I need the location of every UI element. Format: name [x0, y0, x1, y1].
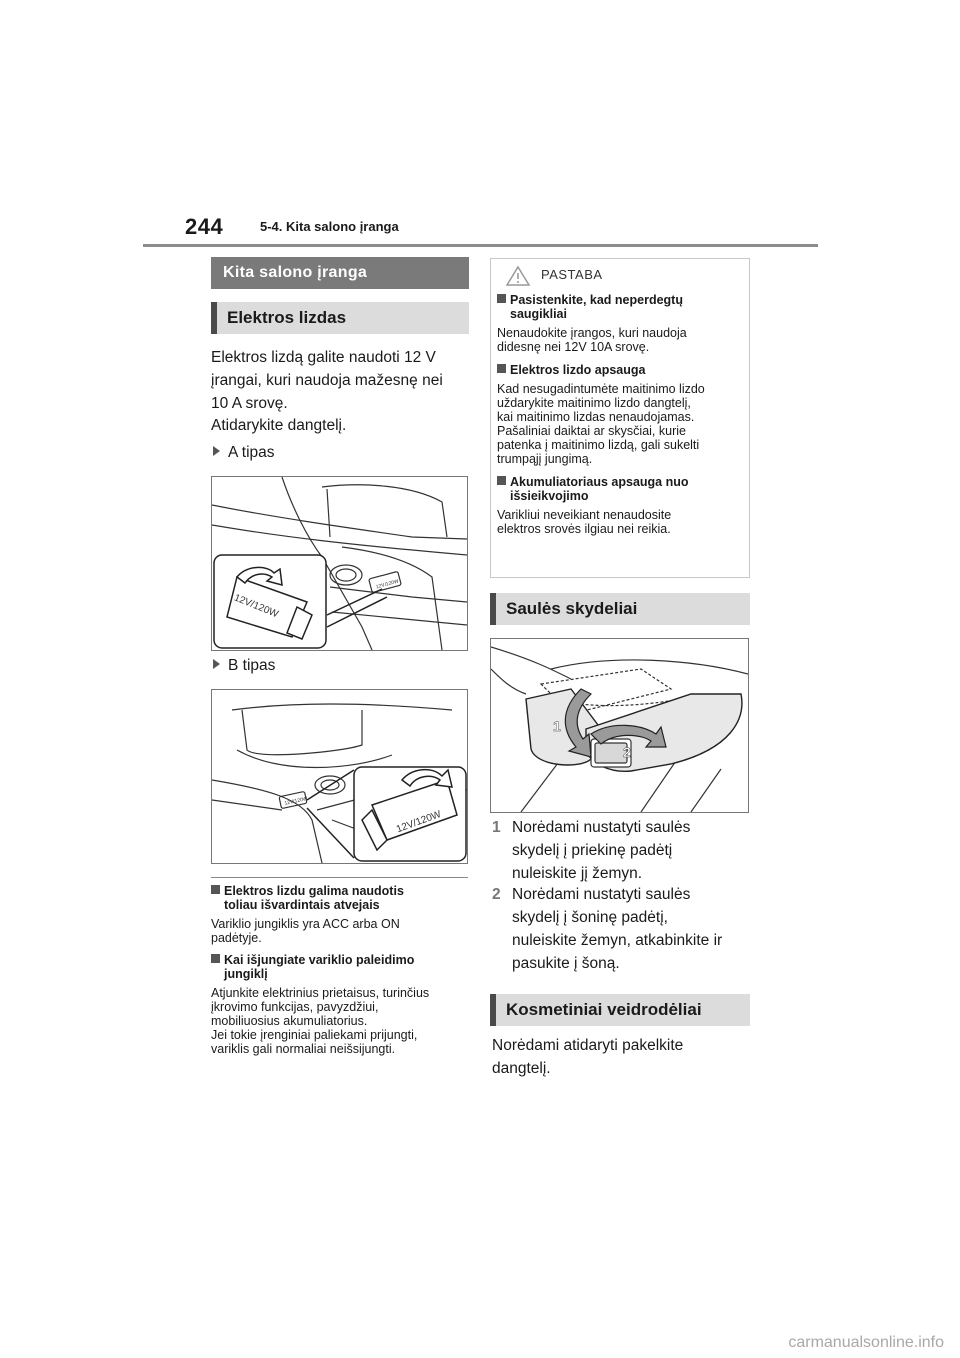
console-type-b-drawing [212, 690, 467, 863]
caution-item-body: uždarykite maitinimo lizdo dangtelį, [497, 396, 691, 410]
note-title: Elektros lizdu galima naudotis [211, 884, 473, 898]
step-line: Norėdami nustatyti saulės [512, 886, 691, 903]
caution-item-title: Elektros lizdo apsauga [497, 363, 747, 377]
caution-items [497, 293, 747, 536]
illustration-sun-visor [490, 638, 749, 813]
console-type-a-drawing [212, 477, 467, 650]
caution-item-body: didesnę nei 12V 10A srovę. [497, 340, 650, 354]
step-1 [492, 816, 752, 885]
caution-item-title: išsieikvojimo [510, 489, 589, 503]
note-title: toliau išvardintais atvejais [224, 898, 380, 912]
step-line: nuleiskite žemyn, atkabinkite ir [512, 932, 723, 949]
open-cover-text: Atidarykite dangtelį. [211, 417, 347, 434]
arrow-bullet-icon [213, 659, 220, 669]
caution-box [490, 258, 750, 578]
heading-power-outlet: Elektros lizdas [211, 302, 469, 334]
warning-triangle-icon [505, 265, 531, 292]
caution-item-title: saugikliai [510, 307, 567, 321]
step-number: 2 [492, 886, 501, 903]
illustration-type-b [211, 689, 468, 864]
arrow-bullet-icon [213, 446, 220, 456]
sun-visor-drawing [491, 639, 748, 812]
step-line: skydelį į šoninę padėtį, [512, 909, 668, 926]
caution-item-body: Kad nesugadintumėte maitinimo lizdo [497, 382, 705, 396]
intro-line: įrangai, kuri naudoja mažesnę nei [211, 372, 443, 389]
watermark: carmanualsonline.info [788, 1334, 944, 1351]
note-body: mobiliuosius akumuliatorius. [211, 1014, 368, 1028]
notes-divider [211, 877, 468, 878]
note-title: Kai išjungiate variklio paleidimo [211, 953, 473, 967]
caution-item-body: Varikliui neveikiant nenaudosite [497, 508, 672, 522]
note-body: padėtyje. [211, 931, 262, 945]
caution-item-body: kai maitinimo lizdas nenaudojamas. [497, 410, 695, 424]
mirror-line: Norėdami atidaryti pakelkite [492, 1037, 684, 1054]
illustration-type-a [211, 476, 468, 651]
type-a-label: A tipas [213, 441, 275, 464]
square-bullet-icon [497, 364, 506, 373]
heading-sun-visors: Saulės skydeliai [490, 593, 750, 625]
heading-vanity-mirrors: Kosmetiniai veidrodėliai [490, 994, 750, 1026]
caution-item-body: Nenaudokite įrangos, kuri naudoja [497, 326, 687, 340]
notes-left [211, 884, 473, 1056]
intro-line: 10 A srovę. [211, 395, 288, 412]
caution-item-title: Pasistenkite, kad neperdegtų [497, 293, 747, 307]
square-bullet-icon [211, 954, 220, 963]
visor-step-1-label: 1 [553, 718, 561, 734]
square-bullet-icon [497, 476, 506, 485]
step-number: 1 [492, 819, 501, 836]
note-body: Jei tokie įrenginiai paliekami prijungti, [211, 1028, 418, 1042]
caution-title: PASTABA [541, 267, 603, 282]
step-line: pasukite į šoną. [512, 955, 620, 972]
header-divider [143, 244, 818, 247]
caution-item-body: patenka į maitinimo lizdą, gali sukelti [497, 438, 700, 452]
step-line: skydelį į priekinę padėtį [512, 842, 673, 859]
square-bullet-icon [211, 885, 220, 894]
caution-item-body: elektros srovės ilgiau nei reikia. [497, 522, 671, 536]
note-body: įkrovimo funkcijas, pavyzdžiui, [211, 1000, 379, 1014]
page-number: 244 [185, 214, 224, 239]
step-2 [492, 883, 752, 975]
intro-line: Elektros lizdą galite naudoti 12 V [211, 349, 436, 366]
svg-text:12V/120W: 12V/120W [375, 578, 400, 591]
caution-item-title: Akumuliatoriaus apsauga nuo [497, 475, 747, 489]
step-line: nuleiskite jį žemyn. [512, 865, 643, 882]
socket-label-a: 12V/120W [232, 592, 280, 621]
chapter-banner: Kita salono įranga [211, 257, 469, 289]
note-body: Atjunkite elektrinius prietaisus, turinčius [211, 986, 430, 1000]
svg-text:12V/120W: 12V/120W [283, 796, 309, 807]
square-bullet-icon [497, 294, 506, 303]
visor-step-2-label: 2 [623, 744, 631, 760]
section-title: 5-4. Kita salono įranga [260, 219, 399, 234]
caution-item-body: Pašaliniai daiktai ar skysčiai, kurie [497, 424, 686, 438]
socket-label-b: 12V/120W [395, 808, 443, 836]
note-title: jungiklį [224, 967, 268, 981]
note-body: Variklio jungiklis yra ACC arba ON [211, 917, 400, 931]
step-line: Norėdami nustatyti saulės [512, 819, 691, 836]
note-body: variklis gali normaliai neišsijungti. [211, 1042, 396, 1056]
caution-item-body: trumpąjį jungimą. [497, 452, 593, 466]
mirror-paragraph [492, 1034, 752, 1080]
mirror-line: dangtelį. [492, 1060, 551, 1077]
type-b-label: B tipas [213, 654, 275, 677]
intro-paragraph [211, 346, 471, 415]
